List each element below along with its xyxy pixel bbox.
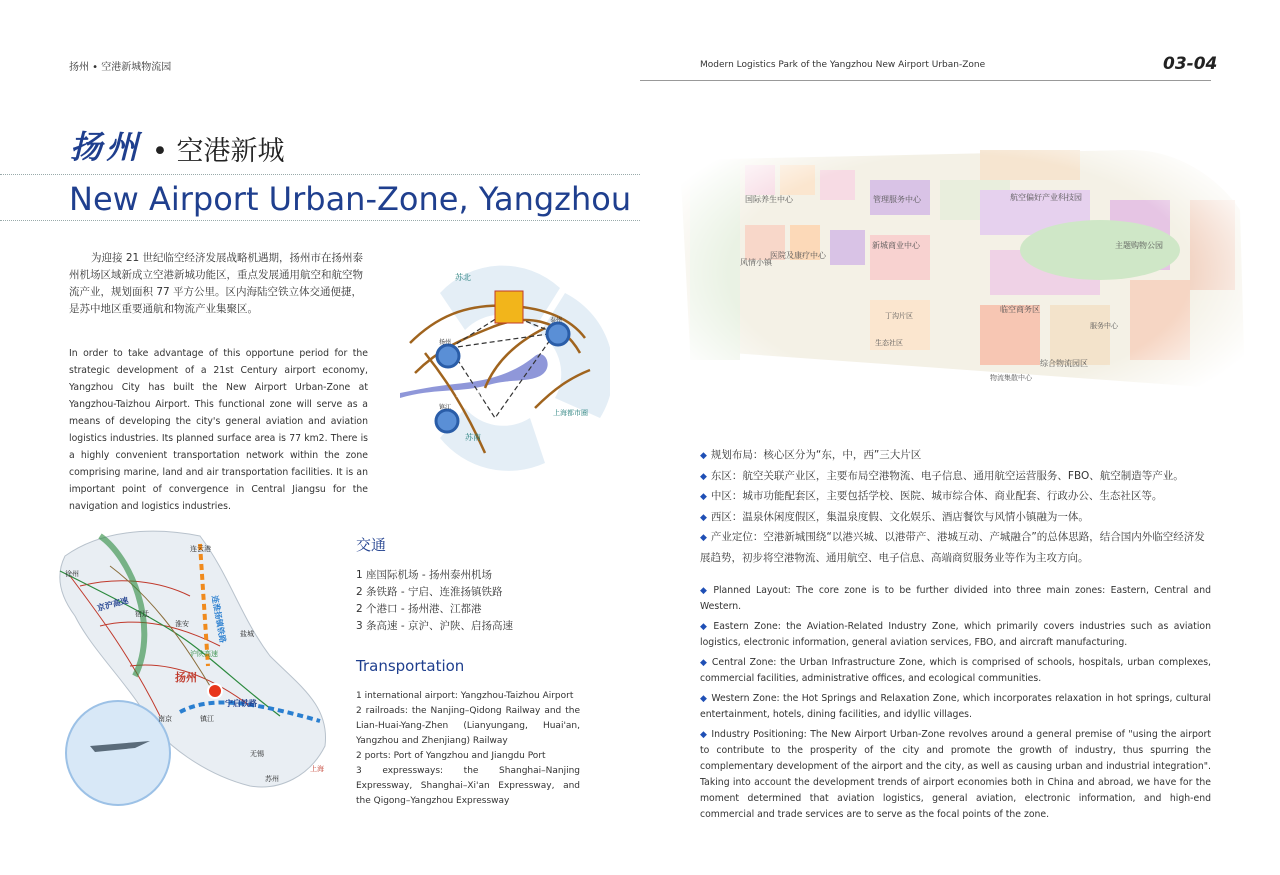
zone-item-text: 规划布局：核心区分为“东，中，西”三大片区 [710,449,922,461]
diamond-bullet-icon: ◆ [700,533,707,543]
plan-label-hospital: 医院及康疗中心 [770,251,826,260]
diamond-bullet-icon: ◆ [700,586,710,596]
zone-item-en [700,727,1211,823]
map-label-zhenjiang: 镇江 [200,715,214,723]
diagram-label-zhenjiang: 镇江 [439,404,452,411]
page-title-en: New Airport Urban-Zone, Yangzhou [69,180,632,218]
map-label-suzhou: 苏州 [265,775,279,783]
map-label-hushan-expressway: 沪陕高速 [190,650,218,658]
transport-item-en: 2 railroads: the Nanjing–Qidong Railway and the Lian-Huai-Yang-Zhen (Lianyungang, Huai'an, Yangzhou and Zhenjiang) Railway [356,706,580,746]
zone-item-en [700,583,1211,615]
transport-item-en: 3 expressways: the Shanghai–Nanjing Expressway, Shanghai–Xi'an Expressway, and the Qigong–Yangzhou Expressway [356,766,580,806]
plan-label-service-center: 服务中心 [1090,322,1118,330]
zone-item-text: Industry Positioning: The New Airport Urban-Zone revolves around a general premise of "using the airport to contribute to the prosperity of the city and promote the growth of industry, thus spurring the complementary development of the airport and the city, as well as causing urban and industrial integration". Taking into account the development trends of airport economies both in China and abroad, we have for the moment determined that aviation logistics, general aviation, electronic information, and high-end commercial and trade services are to serve as the focal points of the zone. [700,729,1211,820]
plan-label-commercial-center: 新城商业中心 [872,241,920,250]
diamond-bullet-icon: ◆ [700,451,707,461]
plan-label-logistics-park: 综合物流园区 [1040,359,1088,368]
map-label-shanghai: 上海 [310,765,324,773]
regional-location-diagram [395,258,610,473]
zone-item-en [700,655,1211,687]
diagram-label-subei: 苏北 [455,273,471,282]
transport-item-en: 2 ports: Port of Yangzhou and Jiangdu Port [356,751,546,761]
map-label-ningqi-railway: 宁启铁路 [225,699,257,708]
plan-label-village: 风情小镇 [740,258,772,267]
zone-item-cn [700,508,1212,529]
zone-item-text: 中区：城市功能配套区，主要包括学校、医院、城市综合体、商业配套、行政办公、生态社区等。 [710,490,1163,502]
map-label-lianyungang: 连云港 [190,545,211,553]
zone-list-en [700,583,1211,827]
plan-label-health-center: 国际养生中心 [745,195,793,204]
map-label-wuxi: 无锡 [250,750,264,758]
zone-item-text: Eastern Zone: the Aviation-Related Industry Zone, which primarily covers industries such as aviation logistics, electronic information, general aviation services, FBO, and aircraft manufacturing. [700,621,1211,648]
zone-item-text: 产业定位：空港新城围绕“以港兴城、以港带产、港城互动、产城融合”的总体思路，结合国内外临空经济发展趋势，初步将空港物流、通用航空、电子信息、高端商贸服务业等作为主攻方向。 [700,531,1205,564]
transport-item-cn: 2 个港口 - 扬州港、江都港 [356,603,482,615]
plan-label-eco-community: 生态社区 [875,339,903,347]
intro-paragraph-en: In order to take advantage of this opportune period for the strategic development of a 21st Century airport economy, Yangzhou City has built the New Airport Urban-Zone at Yangzhou-Taizhou Airport. This functional zone will serve as a means of developing the city's general aviation and aviation logistics industries. Its planned surface area is 77 km2. There is a highly convenient transportation network within the zone comprising marine, land and air transportation facilities. It is an important point of convergence in Central Jiangsu for the navigation and logistics industries. [69,348,368,512]
plan-label-aviation-park: 航空偏好产业科技园 [1010,193,1082,202]
diagram-label-yangtze: 长江经济带 [455,390,490,398]
zone-item-text: 西区：温泉休闲度假区，集温泉度假、文化娱乐、酒店餐饮与风情小镇融为一体。 [710,510,1089,523]
header-divider [640,80,1211,81]
master-plan-map [660,120,1260,425]
map-label-lhyz-railway: 连淮扬镇铁路 [210,594,228,644]
transport-item-cn: 1 座国际机场 - 扬州泰州机场 [356,569,492,581]
transport-item-cn: 3 条高速 - 京沪、沪陕、启扬高速 [356,620,513,632]
transport-item-cn: 2 条铁路 - 宁启、连淮扬镇铁路 [356,586,503,598]
title-cn-zone: • 空港新城 [152,136,285,167]
diamond-bullet-icon: ◆ [700,694,708,704]
diagram-label-sunan: 苏南 [465,433,481,442]
map-label-suqian: 宿迁 [135,610,149,618]
page-numbers: 03-04 [1163,54,1218,74]
diamond-bullet-icon: ◆ [700,658,708,668]
zone-item-cn [700,487,1212,508]
transport-item-en: 1 international airport: Yangzhou-Taizhou Airport [356,691,574,701]
plan-label-admin-center: 管理服务中心 [873,195,921,204]
zone-item-text: Planned Layout: The core zone is to be further divided into three main zones: Eastern, Central and Western. [700,585,1212,612]
diagram-label-taizhou: 泰州 [550,317,563,324]
title-divider-top [0,174,640,175]
transport-list-en [356,689,580,809]
transport-heading-cn: 交通 [356,536,387,554]
running-header-left: 扬州 • 空港新城物流园 [69,62,172,73]
zone-item-cn [700,467,1212,488]
plan-label-logistics-center: 物流集散中心 [990,374,1032,382]
plan-label-business-district: 临空商务区 [1000,305,1040,314]
zone-item-en [700,619,1211,651]
map-label-huaian: 淮安 [175,620,189,628]
map-label-jinghu-expressway: 京沪高速 [96,595,130,613]
zone-item-cn [700,446,1212,467]
map-label-xuzhou: 徐州 [65,570,79,578]
intro-paragraph-cn: 为迎接 21 世纪临空经济发展战略机遇期，扬州市在扬州泰州机场区域新成立空港新城功能区，重点发展通用航空和航空物流产业，规划面积 77 平方公里。区内海陆空铁立体交通便捷，是苏中地区重要通航和物流产业集聚区。 [69,252,364,315]
diagram-label-yangzhou: 扬州 [439,339,452,346]
map-label-yancheng: 盐城 [240,630,254,638]
transport-heading-en: Transportation [356,657,465,675]
zone-list-cn [700,446,1212,568]
plan-label-dinggou: 丁沟片区 [885,312,913,320]
title-divider-bottom [0,220,640,221]
zone-item-text: Western Zone: the Hot Springs and Relaxation Zone, which incorporates relaxation in hot springs, cultural entertainment, hotels, dining facilities, and idyllic villages. [700,693,1212,720]
plan-label-shopping-park: 主题购物公园 [1115,241,1163,250]
zone-item-text: 东区：航空关联产业区，主要布局空港物流、电子信息、通用航空运营服务、FBO、航空制造等产业。 [710,469,1184,482]
running-header-right: Modern Logistics Park of the Yangzhou New Airport Urban-Zone [700,60,986,70]
diamond-bullet-icon: ◆ [700,471,707,482]
diamond-bullet-icon: ◆ [700,622,710,632]
diamond-bullet-icon: ◆ [700,492,707,502]
title-cn-yangzhou: 扬州 [70,128,143,166]
jiangsu-transport-map [40,516,340,816]
transport-list-cn [356,567,596,635]
page-title-cn [70,128,285,168]
diamond-bullet-icon: ◆ [700,512,707,523]
diamond-bullet-icon: ◆ [700,730,708,740]
map-label-nanjing: 南京 [158,715,172,723]
zone-item-en [700,691,1211,723]
diagram-label-shanghai: 上海都市圈 [553,409,588,417]
zone-item-text: Central Zone: the Urban Infrastructure Zone, which is comprised of schools, hospitals, urban complexes, commercial facilities, administrative offices, and ecological communities. [700,657,1212,684]
zone-item-cn [700,528,1212,568]
map-label-yangzhou: 扬州 [175,671,197,684]
